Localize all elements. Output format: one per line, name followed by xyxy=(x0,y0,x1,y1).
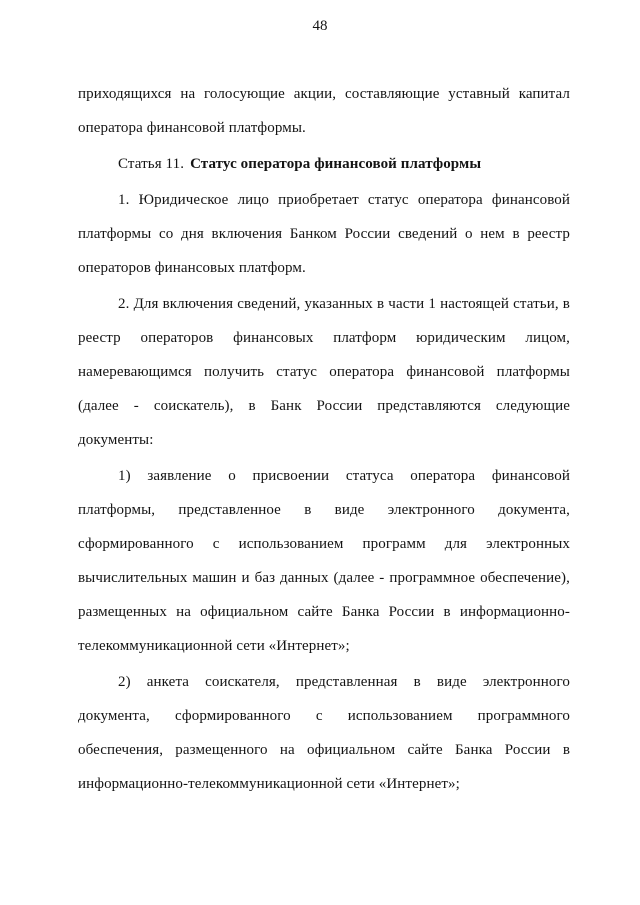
article-label: Статья 11. xyxy=(118,156,185,172)
paragraph-1: 1. Юридическое лицо приобретает статус оператора финансовой платформы со дня включения Банком России сведений о нем в реестр операторов финансовых платформ. xyxy=(78,192,570,276)
list-item-2: 2) анкета соискателя, представленная в виде электронного документа, сформированного с использованием программного обеспечения, размещенного на официальном сайте Банка России в информационно-телекоммуникационной сети «Интернет»; xyxy=(78,674,570,792)
article-title: Статус оператора финансовой платформы xyxy=(190,156,482,172)
article-heading xyxy=(78,147,570,181)
continuation-paragraph: приходящихся на голосующие акции, составляющие уставный капитал оператора финансовой платформы. xyxy=(78,86,570,136)
document-body xyxy=(78,77,570,801)
list-item-1: 1) заявление о присвоении статуса оператора финансовой платформы, представленное в виде электронного документа, сформированного с использованием программ для электронных вычислительных машин и баз данных (далее - программное обеспечение), размещенных на официальном сайте Банка России в информационно-телекоммуникационной сети «Интернет»; xyxy=(78,468,570,654)
page-number: 48 xyxy=(312,18,328,34)
paragraph-2: 2. Для включения сведений, указанных в части 1 настоящей статьи, в реестр операторов финансовых платформ юридическим лицом, намеревающимся получить статус оператора финансовой платформы (далее - соискатель), в Банк России представляются следующие документы: xyxy=(78,296,570,448)
